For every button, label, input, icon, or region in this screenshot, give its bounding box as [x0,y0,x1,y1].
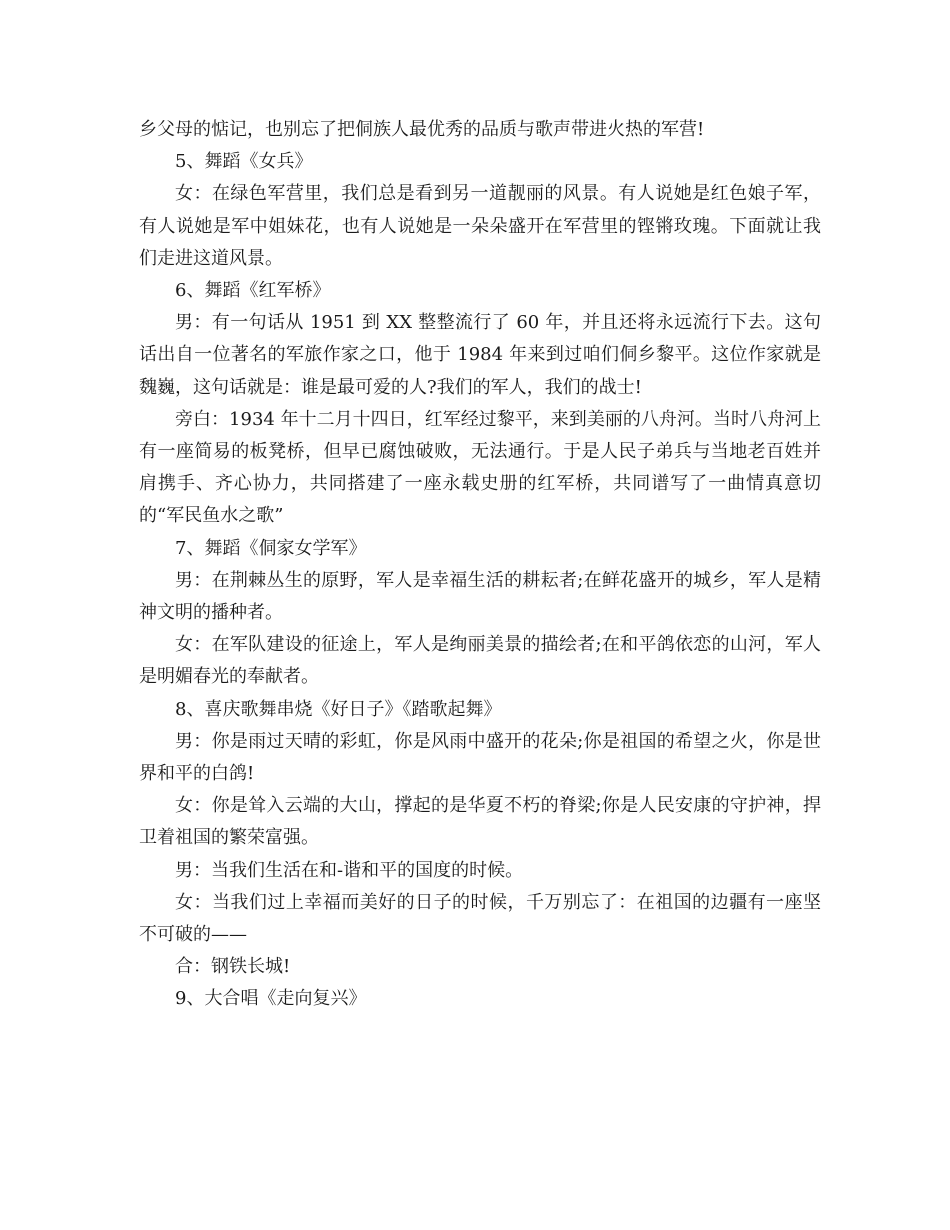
program-item-7: 7、舞蹈《侗家女学军》 [175,537,367,559]
paragraph-male-host-1: 男：有一句话从 1951 到 XX 整整流行了 60 年，并且还将永远流行下去。这句话出自一位著名的军旅作家之口，他于 1984 年来到过咱们侗乡黎平。这位作家就是魏巍，这句话就是：谁是最可爱的人?我们的军人，我们的战士! [139,312,821,398]
paragraph-female-host-4: 女：当我们过上幸福而美好的日子的时候，千万别忘了：在祖国的边疆有一座坚不可破的—— [139,891,821,946]
paragraph-female-host-2: 女：在军队建设的征途上，军人是绚丽美景的描绘者;在和平鸽依恋的山河，军人是明媚春光的奉献者。 [139,634,821,688]
program-item-9: 9、大合唱《走向复兴》 [175,988,367,1010]
paragraph-continuation: 乡父母的惦记，也别忘了把侗族人最优秀的品质与歌声带进火热的军营! [139,119,705,140]
paragraph-male-host-4: 男：当我们生活在和-谐和平的国度的时候。 [175,859,524,881]
program-item-8: 8、喜庆歌舞串烧《好日子》《踏歌起舞》 [175,698,502,720]
program-item-5: 5、舞蹈《女兵》 [175,151,313,173]
paragraph-female-host-3: 女：你是耸入云端的大山，撑起的是华夏不朽的脊梁;你是人民安康的守护神，捍卫着祖国的繁荣富强。 [139,795,821,849]
paragraph-female-host-1: 女：在绿色军营里，我们总是看到另一道靓丽的风景。有人说她是红色娘子军，有人说她是军中姐妹花，也有人说她是一朵朵盛开在军营里的铿锵玫瑰。下面就让我们走进这道风景。 [139,183,821,269]
program-item-6: 6、舞蹈《红军桥》 [175,280,331,302]
paragraph-together: 合：钢铁长城! [175,956,291,978]
paragraph-male-host-2: 男：在荆棘丛生的原野，军人是幸福生活的耕耘者;在鲜花盛开的城乡，军人是精神文明的播种者。 [139,569,821,624]
paragraph-narration: 旁白：1934 年十二月十四日，红军经过黎平，来到美丽的八舟河。当时八舟河上有一座简易的板凳桥，但早已腐蚀破败，无法通行。于是人民子弟兵与当地老百姓并肩携手、齐心协力，共同搭建了一座永载史册的红军桥，共同谱写了一曲情真意切的“军民鱼水之歌” [139,408,821,527]
paragraph-male-host-3: 男：你是雨过天晴的彩虹，你是风雨中盛开的花朵;你是祖国的希望之火，你是世界和平的白鸽! [139,730,821,785]
document-body [139,114,821,1016]
